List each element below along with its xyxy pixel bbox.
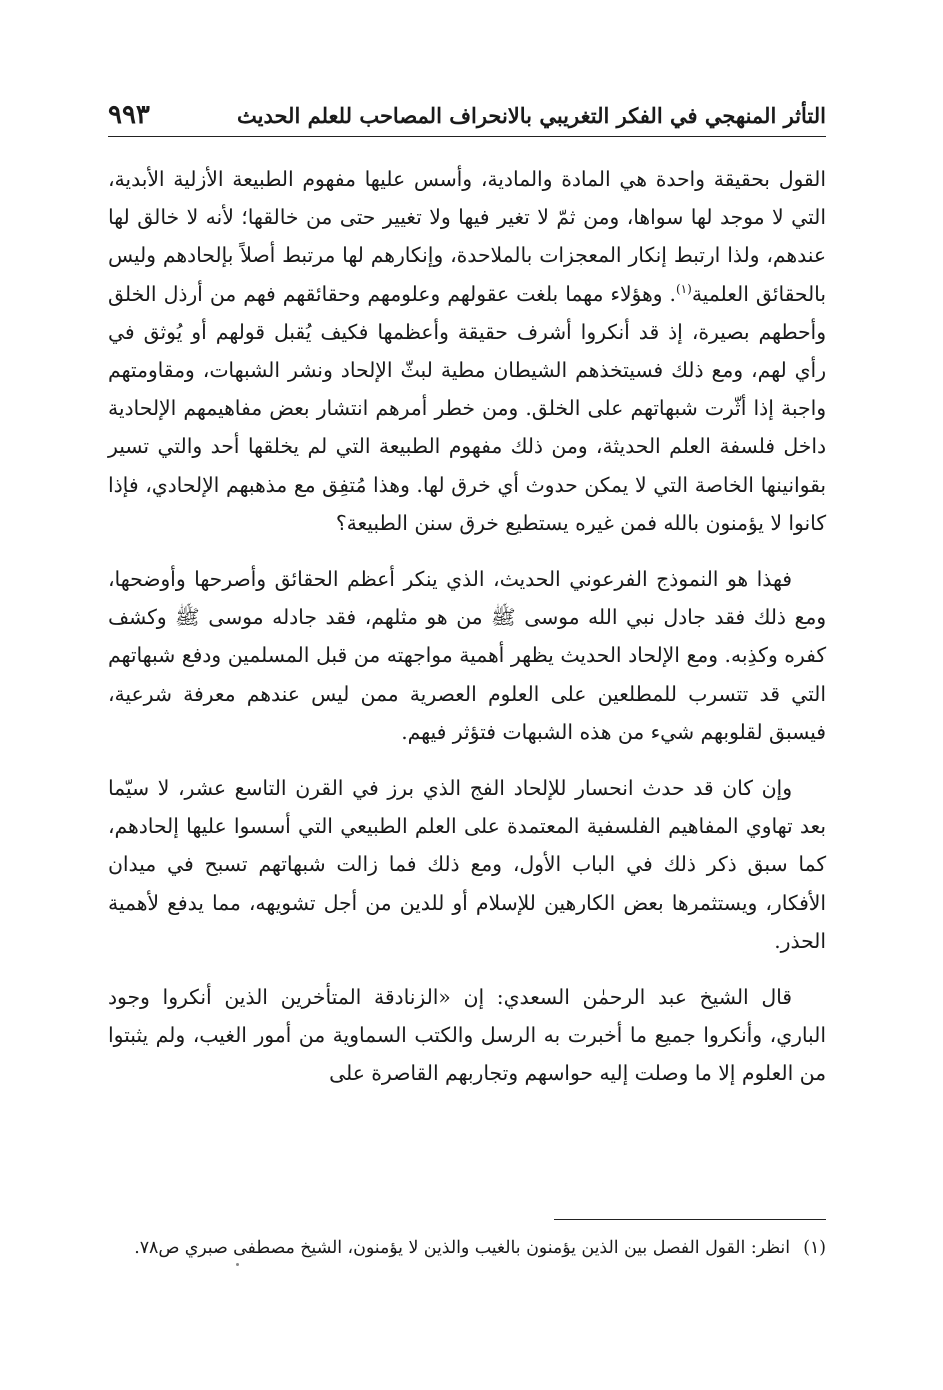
header-title: التأثر المنهجي في الفكر التغريبي بالانحراف المصاحب للعلم الحديث bbox=[237, 103, 826, 128]
paragraph-1-text-after-ref: . وهؤلاء مهما بلغت عقولهم وعلومهم وحقائقهم فهم من أرذل الخلق وأحطهم بصيرة، إذ قد أنكروا أشرف حقيقة وأعظمها فكيف يُقبل قولهم أو يُوثق في رأي لهم، ومع ذلك فسيتخذهم الشيطان مطية لبثّ الإلحاد ونشر الشبهات، ومقاومتهم واجبة إذا أثّرت شبهاتهم على الخلق. ومن خطر أمرهم انتشار بعض مفاهيمهم الإلحادية داخل فلسفة العلم الحديثة، ومن ذلك مفهوم الطبيعة التي لم يخلقها أحد والتي تسير بقوانينها الخاصة التي لا يمكن حدوث أي خرق لها. وهذا مُتفِق مع مذهبهم الإلحادي، فإذا كانوا لا يؤمنون بالله فمن غيره يستطيع خرق سنن الطبيعة؟ bbox=[108, 281, 826, 535]
running-header bbox=[108, 88, 826, 137]
paragraph-1-text-before-ref: القول بحقيقة واحدة هي المادة والمادية، وأسس عليها مفهوم الطبيعة الأزلية الأبدية، التي لا موجد لها سواها، ومن ثمّ لا تغير فيها ولا تغيير حتى من خالقها؛ لأنه لا خالق لها عندهم، ولذا ارتبط إنكار المعجزات بالملاحدة، وإنكارهم لها مرتبط أصلاً بإلحادهم وليس بالحقائق العلمية bbox=[108, 167, 826, 306]
page-number: ٩٩٣ bbox=[108, 100, 150, 130]
paragraph-3: وإن كان قد حدث انحسار للإلحاد الفج الذي برز في القرن التاسع عشر، لا سيّما بعد تهاوي المفاهيم الفلسفية المعتمدة على العلم الطبيعي التي أسسوا عليها إلحادهم، كما سبق ذكر ذلك في الباب الأول، ومع ذلك فما زالت شبهاتهم تسبح في ميدان الأفكار، ويستثمرها بعض الكارهين للإسلام أو للدين من أجل تشويهه، مما يدفع لأهمية الحذر. bbox=[108, 776, 826, 953]
paragraph-2: فهذا هو النموذج الفرعوني الحديث، الذي ينكر أعظم الحقائق وأصرحها وأوضحها، ومع ذلك فقد جادل نبي الله موسى ﷺ من هو مثلهم، فقد جادله موسى ﷺ وكشف كفره وكذِبه. ومع الإلحاد الحديث يظهر أهمية مواجهته من قبل المسلمين ودفع شبهاتهم التي قد تتسرب للمطلعين على العلوم العصرية ممن ليس عندهم معرفة شرعية، فيسبق لقلوبهم شيء من هذه الشبهات فتؤثر فيهم. bbox=[108, 567, 826, 744]
footnote-text: انظر: القول الفصل بين الذين يؤمنون بالغيب والذين لا يؤمنون، الشيخ مصطفى صبري ص٧٨. bbox=[134, 1238, 790, 1258]
main-text bbox=[108, 160, 826, 1093]
footnote-marker: (١) bbox=[803, 1238, 826, 1258]
scan-speck bbox=[236, 1263, 239, 1266]
paragraph-4: قال الشيخ عبد الرحمٰن السعدي: إن «الزنادقة المتأخرين الذين أنكروا وجود الباري، وأنكروا جميع ما أخبرت به الرسل والكتب السماوية من أمور الغيب، ولم يثبتوا من العلوم إلا ما وصلت إليه حواسهم وتجاربهم القاصرة على bbox=[108, 985, 826, 1086]
paragraph-1 bbox=[108, 160, 826, 542]
footnote-1 bbox=[108, 1232, 826, 1264]
footnote-separator bbox=[554, 1219, 826, 1220]
footnotes bbox=[108, 1232, 826, 1264]
footnote-reference-1: (١) bbox=[675, 281, 692, 296]
